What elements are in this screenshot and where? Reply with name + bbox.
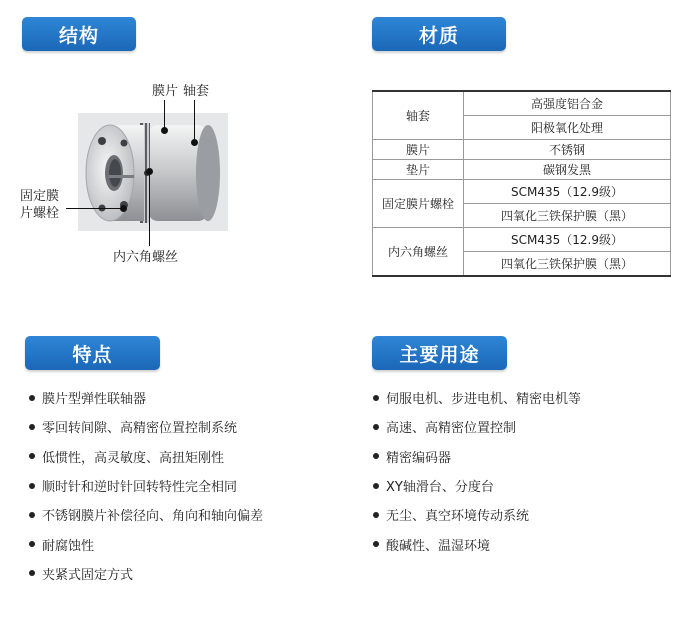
leader-sleeve: [194, 100, 195, 142]
list-item: [373, 442, 581, 471]
application-text: 无尘、真空环境传动系统: [386, 509, 530, 525]
table-row: [373, 228, 671, 252]
leader-membrane: [164, 100, 165, 130]
label-sleeve: 轴套: [183, 84, 210, 99]
part-pad: 垫片: [373, 160, 464, 180]
list-item: [29, 559, 263, 588]
list-item: [29, 412, 263, 441]
material-cell: 碳钢发黑: [464, 160, 671, 180]
coupling-photo: [78, 113, 228, 231]
section-header-material: 材质: [372, 17, 506, 51]
feature-text: 不锈钢膜片补偿径向、角向和轴向偏差: [42, 509, 264, 525]
bullet-icon: [29, 424, 35, 430]
material-cell: 四氧化三铁保护膜（黑）: [464, 204, 671, 228]
feature-text: 夹紧式固定方式: [42, 567, 134, 583]
part-hex-screw: 内六角螺丝: [373, 228, 464, 277]
table-row: [373, 140, 671, 160]
section-header-applications: 主要用途: [372, 336, 507, 370]
application-text: 酸碱性、温湿环境: [386, 538, 491, 554]
bullet-icon: [29, 453, 35, 459]
leader-clamp-screw: [66, 208, 122, 209]
bullet-icon: [29, 395, 35, 401]
table-row: [373, 91, 671, 116]
bullet-icon: [29, 541, 35, 547]
material-table: [372, 90, 671, 277]
label-hex-screw: 内六角螺丝: [113, 250, 179, 265]
application-text: 伺服电机、步进电机、精密电机等: [386, 392, 582, 408]
list-item: [29, 500, 263, 529]
leader-dot: [146, 168, 153, 175]
feature-text: 零回转间隙、高精密位置控制系统: [42, 421, 238, 437]
material-cell: SCM435（12.9级）: [464, 180, 671, 204]
features-list: [29, 383, 263, 588]
bullet-icon: [373, 453, 379, 459]
bullet-icon: [373, 424, 379, 430]
bullet-icon: [29, 483, 35, 489]
list-item: [373, 500, 581, 529]
application-text: 精密编码器: [386, 450, 452, 466]
list-item: [29, 529, 263, 558]
material-cell: 阳极氧化处理: [464, 116, 671, 140]
feature-text: 低惯性，高灵敏度、高扭矩刚性: [42, 450, 225, 466]
label-membrane: 膜片: [152, 84, 179, 99]
application-text: XY轴滑台、分度台: [386, 480, 494, 496]
material-cell: 不锈钢: [464, 140, 671, 160]
bullet-icon: [29, 512, 35, 518]
coupling-illustration: [78, 113, 228, 231]
bullet-icon: [373, 512, 379, 518]
list-item: [373, 412, 581, 441]
feature-text: 耐腐蚀性: [42, 538, 95, 554]
part-sleeve: 轴套: [373, 91, 464, 140]
bullet-icon: [373, 483, 379, 489]
leader-dot: [120, 205, 127, 212]
material-cell: 高强度铝合金: [464, 91, 671, 116]
list-item: [373, 471, 581, 500]
list-item: [29, 442, 263, 471]
applications-list: [373, 383, 581, 559]
list-item: [29, 383, 263, 412]
section-header-features: 特点: [25, 336, 160, 370]
application-text: 高速、高精密位置控制: [386, 421, 517, 437]
feature-text: 顺时针和逆时针回转特性完全相同: [42, 480, 238, 496]
table-row: [373, 180, 671, 204]
list-item: [373, 383, 581, 412]
bullet-icon: [373, 395, 379, 401]
label-clamp-screw: 固定膜片螺栓: [20, 189, 60, 221]
part-clamp-screw: 固定膜片螺栓: [373, 180, 464, 228]
list-item: [29, 471, 263, 500]
leader-dot: [191, 139, 198, 146]
bullet-icon: [29, 570, 35, 576]
part-membrane: 膜片: [373, 140, 464, 160]
section-header-structure: 结构: [22, 17, 136, 51]
leader-dot: [161, 127, 168, 134]
material-cell: SCM435（12.9级）: [464, 228, 671, 252]
feature-text: 膜片型弹性联轴器: [42, 392, 147, 408]
bullet-icon: [373, 541, 379, 547]
table-row: [373, 160, 671, 180]
material-cell: 四氧化三铁保护膜（黑）: [464, 252, 671, 277]
leader-hex-screw: [149, 172, 150, 246]
list-item: [373, 529, 581, 558]
